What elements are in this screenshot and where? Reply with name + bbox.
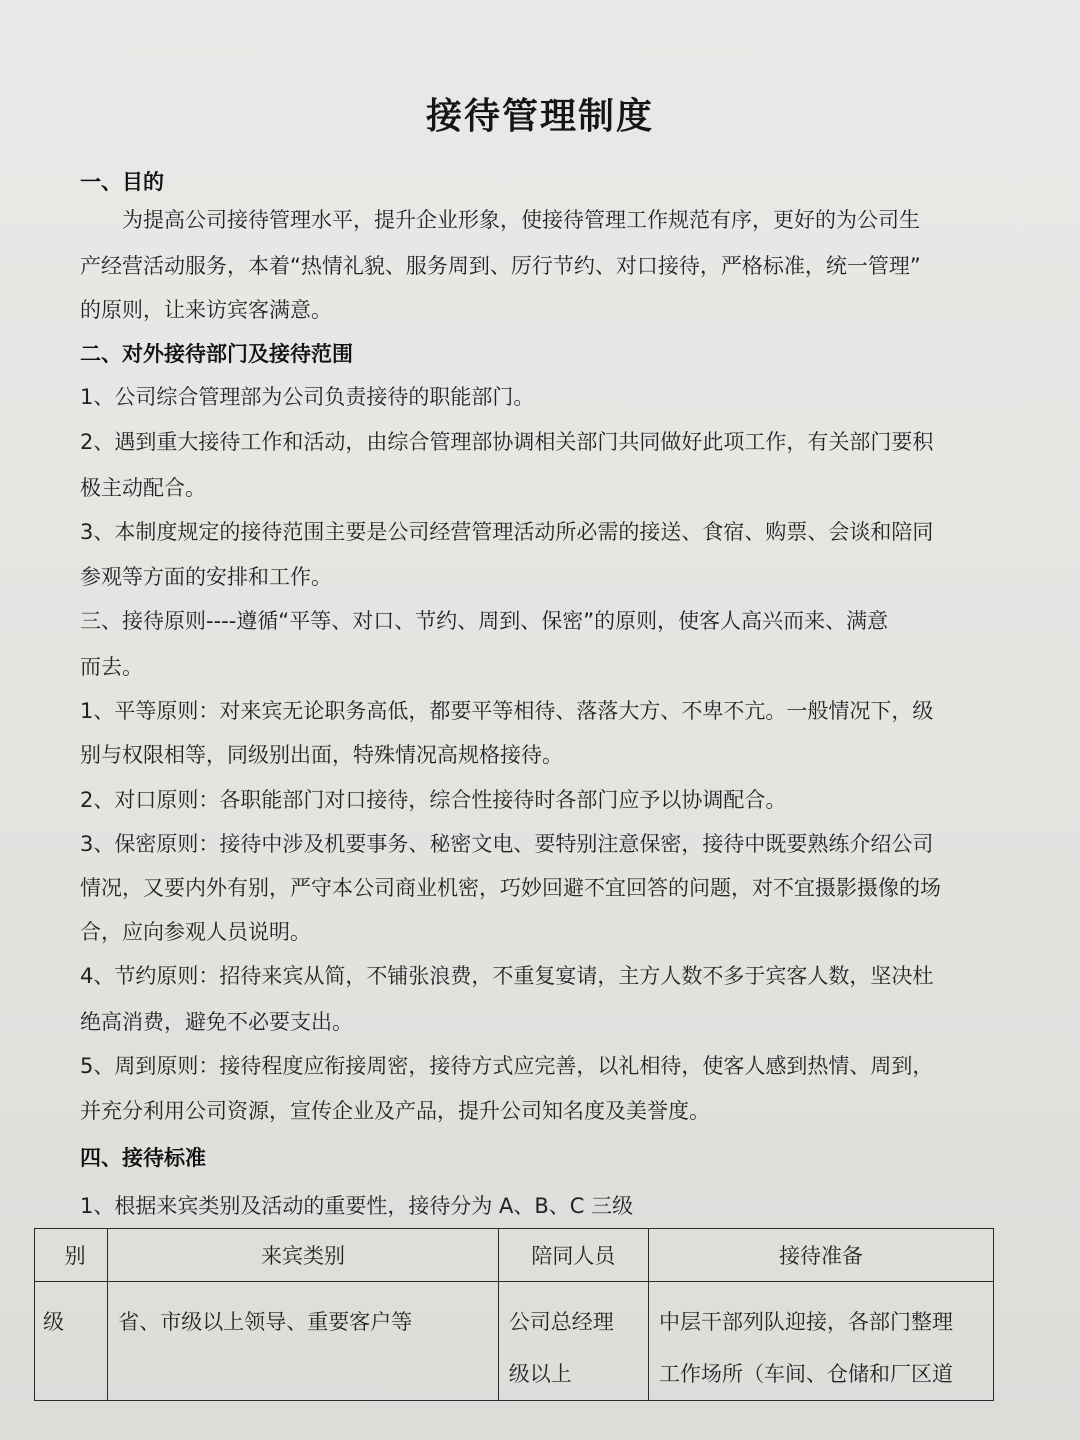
body-line: 并充分利用公司资源，宣传企业及产品，提升公司知名度及美誉度。 [80,1099,710,1123]
body-line: 极主动配合。 [80,476,206,500]
body-line: 5、周到原则：接待程度应衔接周密，接待方式应完善，以礼相待，使客人感到热情、周到， [80,1054,934,1078]
table-row [35,1282,994,1401]
body-line: 为提高公司接待管理水平，提升企业形象，使接待管理工作规范有序，更好的为公司生 [80,208,920,232]
table-cell-escort [498,1282,648,1401]
body-line: 2、遇到重大接待工作和活动，由综合管理部协调相关部门共同做好此项工作，有关部门要积 [80,430,934,454]
body-line: 情况，又要内外有别，严守本公司商业机密，巧妙回避不宜回答的问题，对不宜摄影摄像的场 [80,876,941,900]
table-cell-preparation [648,1282,993,1401]
section-heading: 二、对外接待部门及接待范围 [80,342,353,366]
table-header-escort: 陪同人员 [498,1229,648,1282]
table-header-level: 别 [35,1229,108,1282]
body-line: 绝高消费，避免不必要支出。 [80,1010,353,1034]
body-line: 别与权限相等，同级别出面，特殊情况高规格接待。 [80,743,563,767]
body-line: 而去。 [80,655,143,679]
table-header-preparation: 接待准备 [648,1229,993,1282]
escort-line: 级以上 [508,1362,572,1386]
body-line: 产经营活动服务，本着“热情礼貌、服务周到、厉行节约、对口接待，严格标准，统一管理” [80,254,921,278]
body-line: 合，应向参观人员说明。 [80,920,311,944]
body-line: 1、平等原则：对来宾无论职务高低，都要平等相待、落落大方、不卑不亢。一般情况下，级 [80,699,934,723]
body-line: 3、本制度规定的接待范围主要是公司经营管理活动所必需的接送、食宿、购票、会谈和陪同 [80,520,934,544]
body-line: 4、节约原则：招待来宾从简，不铺张浪费，不重复宴请，主方人数不多于宾客人数，坚决杜 [80,964,934,988]
body-line: 2、对口原则：各职能部门对口接待，综合性接待时各部门应予以协调配合。 [80,788,787,812]
table-header-guest-type: 来宾类别 [108,1229,498,1282]
reception-standard-table [34,1228,994,1401]
prep-line: 工作场所（车间、仓储和厂区道 [658,1362,953,1386]
body-line: 3、保密原则：接待中涉及机要事务、秘密文电、要特别注意保密，接待中既要熟练介绍公司 [80,832,934,856]
body-line: 1、公司综合管理部为公司负责接待的职能部门。 [80,385,535,409]
section-heading: 一、目的 [80,170,164,194]
body-line: 参观等方面的安排和工作。 [80,565,332,589]
table-cell-level: 级 [35,1282,108,1401]
body-line: 三、接待原则----遵循“平等、对口、节约、周到、保密”的原则，使客人高兴而来、满意 [80,609,889,633]
prep-line: 中层干部列队迎接，各部门整理 [658,1310,953,1334]
table-header-row [35,1229,994,1282]
table-cell-guest-type: 省、市级以上领导、重要客户等 [108,1282,498,1401]
escort-line: 公司总经理 [508,1310,614,1334]
section-heading: 四、接待标准 [80,1146,206,1170]
body-line: 的原则，让来访宾客满意。 [80,298,332,322]
body-line: 1、根据来宾类别及活动的重要性，接待分为 A、B、C 三级 [80,1194,634,1218]
document-title: 接待管理制度 [425,96,654,137]
